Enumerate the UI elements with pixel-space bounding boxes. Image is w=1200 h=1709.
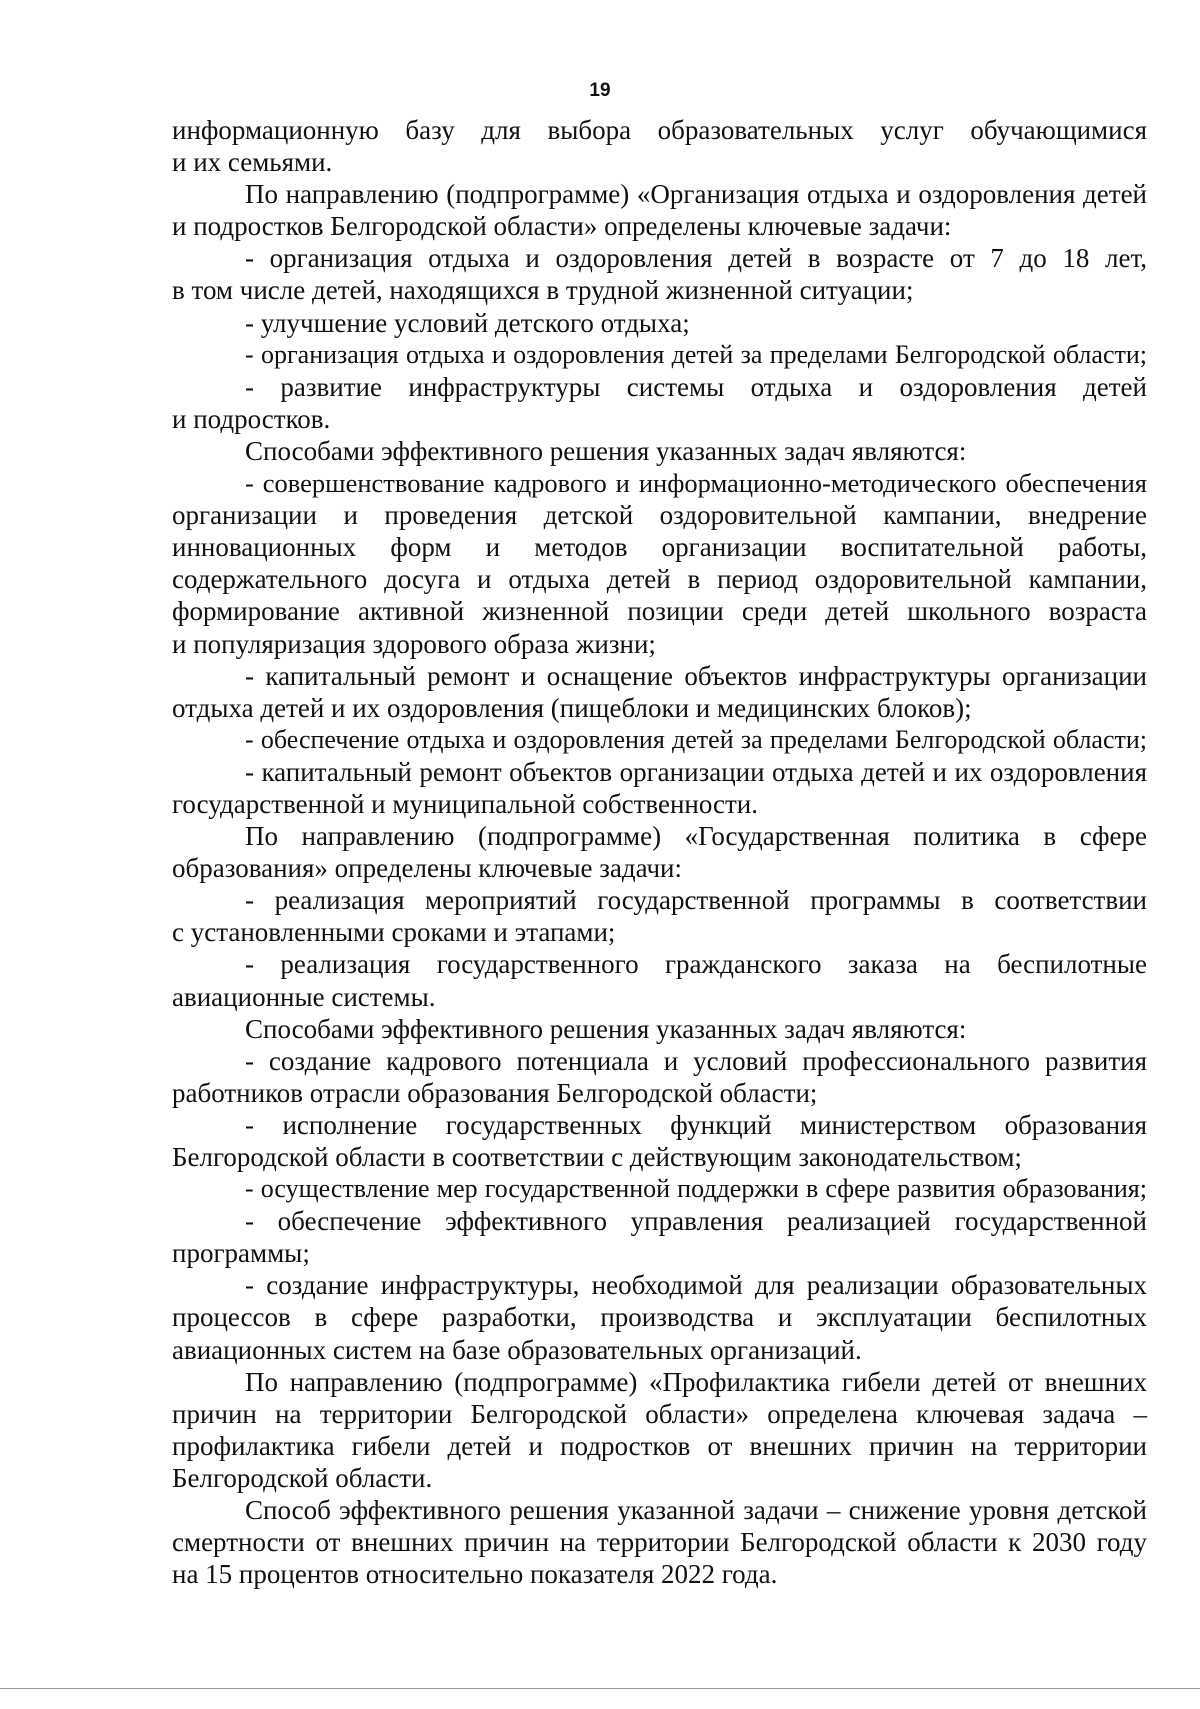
text-line: - капитальный ремонт и оснащение объектов инфраструктуры организации [245, 660, 1147, 691]
scan-edge-line [0, 1688, 1200, 1689]
text-line: работников отрасли образования Белгородской области; [172, 1077, 818, 1108]
text-line: Способами эффективного решения указанных задач являются: [245, 435, 967, 466]
text-line: По направлению (подпрограмме) «Государственная политика в сфере [245, 821, 1147, 852]
text-line: По направлению (подпрограмме) «Организация отдыха и оздоровления детей [245, 179, 1147, 210]
text-line: в том числе детей, находящихся в трудной жизненной ситуации; [172, 275, 914, 306]
text-line: - улучшение условий детского отдыха; [245, 307, 690, 338]
text-line: отдыха детей и их оздоровления (пищеблоки и медицинских блоков); [172, 692, 972, 723]
text-line: и подростков Белгородской области» определены ключевые задачи: [172, 211, 952, 242]
text-line: Способами эффективного решения указанных задач являются: [245, 1013, 967, 1044]
text-line: на 15 процентов относительно показателя 2022 года. [172, 1559, 778, 1590]
text-line: и подростков. [172, 403, 331, 434]
text-line: По направлению (подпрограмме) «Профилактика гибели детей от внешних [245, 1366, 1147, 1397]
text-line: - обеспечение эффективного управления реализацией государственной [245, 1206, 1147, 1237]
text-line: с установленными сроками и этапами; [172, 917, 616, 948]
text-line: смертности от внешних причин на территории Белгородской области к 2030 году [172, 1527, 1147, 1558]
text-line: - капитальный ремонт объектов организации отдыха детей и их оздоровления [245, 756, 1147, 787]
text-line: государственной и муниципальной собственности. [172, 788, 758, 819]
text-line: инновационных форм и методов организации воспитательной работы, [172, 532, 1147, 563]
text-line: процессов в сфере разработки, производства и эксплуатации беспилотных [172, 1302, 1147, 1333]
text-line: Белгородской области в соответствии с действующим законодательством; [172, 1142, 1022, 1172]
text-line: причин на территории Белгородской области» определена ключевая задача – [172, 1398, 1147, 1429]
text-line: авиационных систем на базе образовательных организаций. [172, 1334, 862, 1365]
text-line: и их семьями. [172, 147, 333, 178]
text-line: Способ эффективного решения указанной задачи – снижение уровня детской [245, 1495, 1147, 1526]
text-line: - создание кадрового потенциала и условий профессионального развития [245, 1045, 1147, 1076]
text-line: - организация отдыха и оздоровления детей в возрасте от 7 до 18 лет, [245, 243, 1147, 274]
text-line: и популяризация здорового образа жизни; [172, 628, 656, 659]
text-line: информационную базу для выбора образовательных услуг обучающимися [172, 115, 1147, 145]
text-line: - совершенствование кадрового и информационно-методического обеспечения [245, 468, 1147, 499]
text-line: авиационные системы. [172, 981, 436, 1012]
text-line: образования» определены ключевые задачи: [172, 853, 683, 884]
text-line: - создание инфраструктуры, необходимой для реализации образовательных [245, 1270, 1147, 1301]
document-body [172, 114, 1147, 1590]
text-line: Белгородской области. [172, 1462, 433, 1493]
text-line: - развитие инфраструктуры системы отдыха и оздоровления детей [245, 371, 1147, 402]
text-line: - исполнение государственных функций министерством образования [245, 1109, 1147, 1140]
text-line: - обеспечение отдыха и оздоровления детей за пределами Белгородской области; [245, 724, 1147, 754]
text-line: - организация отдыха и оздоровления детей за пределами Белгородской области; [245, 339, 1147, 369]
text-line: - реализация мероприятий государственной программы в соответствии [245, 885, 1147, 916]
text-line: - реализация государственного гражданского заказа на беспилотные [245, 949, 1147, 980]
text-line: организации и проведения детской оздоровительной кампании, внедрение [172, 500, 1147, 531]
text-line: формирование активной жизненной позиции среди детей школьного возраста [172, 596, 1147, 627]
text-line: программы; [172, 1238, 310, 1269]
text-line: профилактика гибели детей и подростков от внешних причин на территории [172, 1430, 1147, 1461]
text-line: содержательного досуга и отдыха детей в период оздоровительной кампании, [172, 564, 1147, 595]
text-line: - осуществление мер государственной поддержки в сфере развития образования; [245, 1174, 1147, 1204]
page-number: 19 [589, 80, 611, 101]
